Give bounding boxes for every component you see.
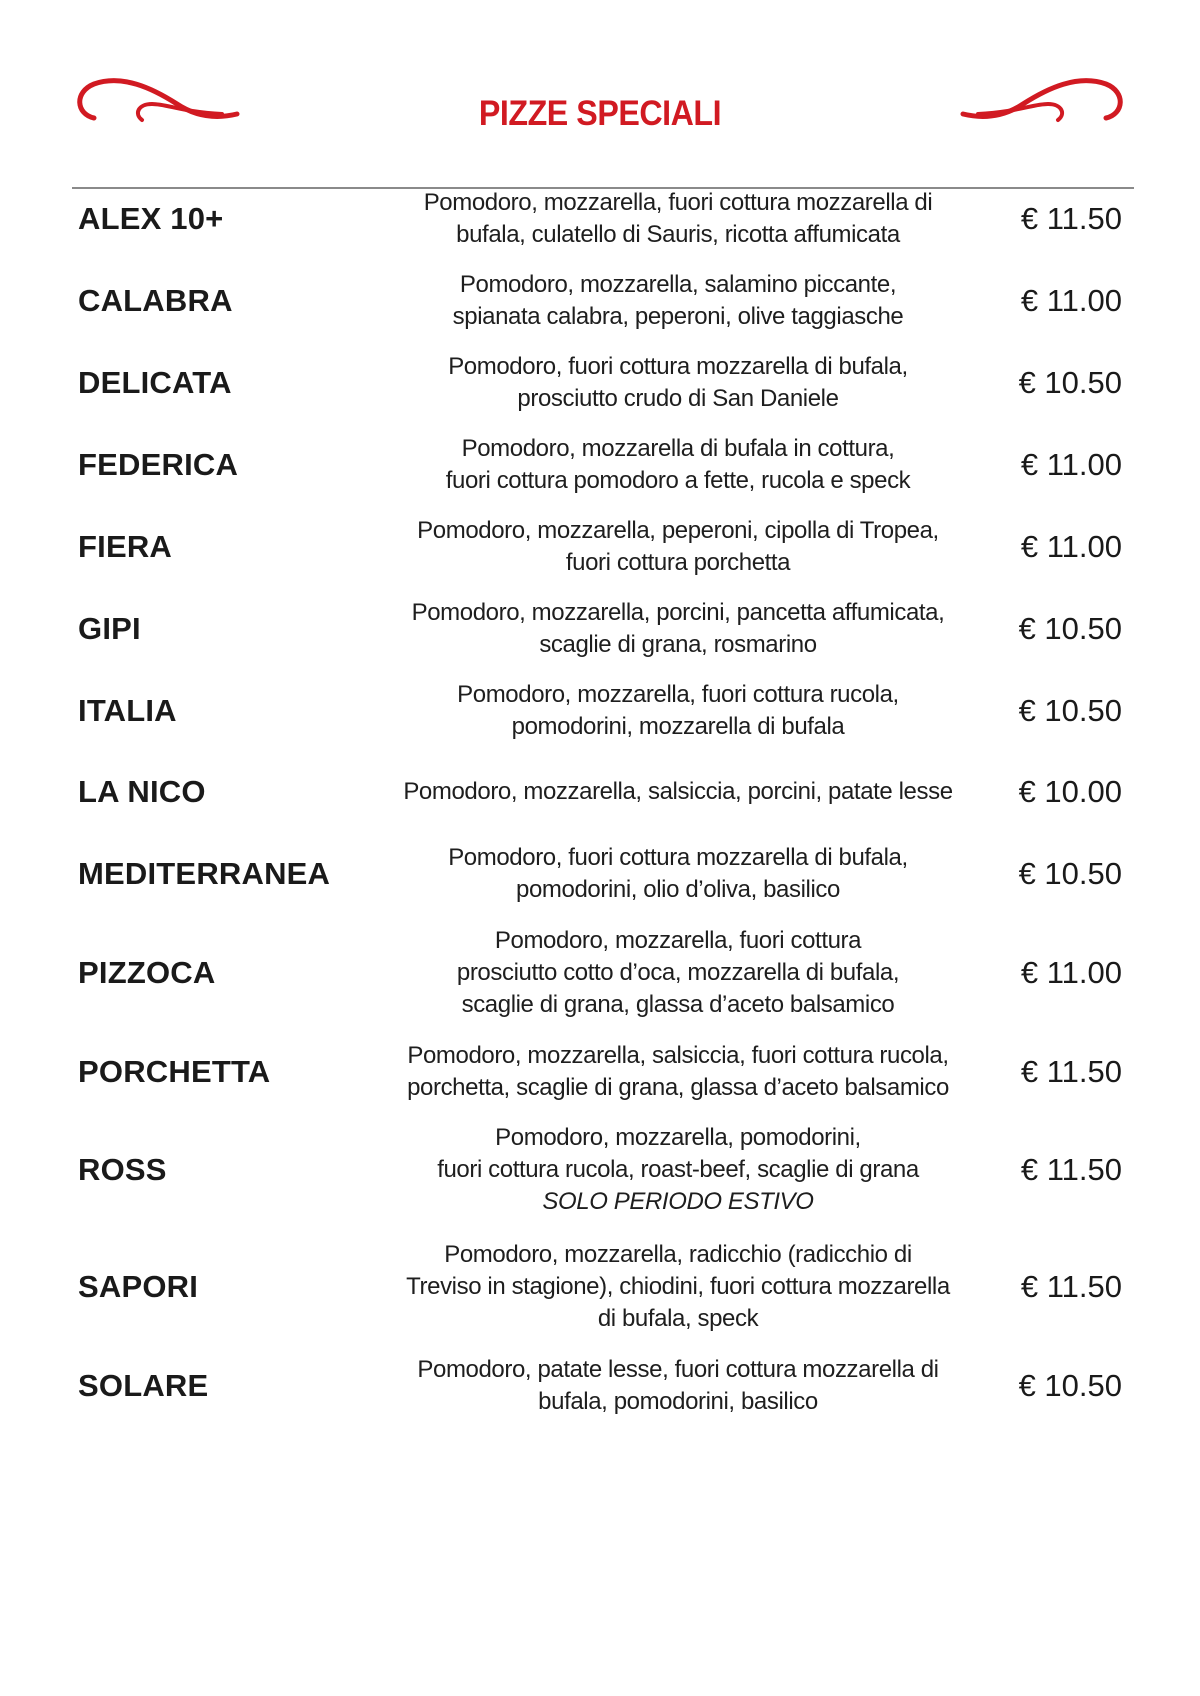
menu-item [72, 597, 1134, 661]
pizza-description [362, 925, 994, 1021]
pizza-name: SOLARE [78, 1368, 209, 1403]
pizza-description [362, 515, 994, 579]
description-line: bufala, pomodorini, basilico [538, 1388, 818, 1415]
menu-item [72, 842, 1134, 906]
description-line: prosciutto crudo di San Daniele [517, 385, 839, 412]
description-line: pomodorini, mozzarella di bufala [511, 713, 845, 740]
menu-item [72, 1040, 1134, 1104]
pizza-price: € 10.50 [1018, 365, 1122, 400]
description-line: fuori cottura pomodoro a fette, rucola e speck [445, 467, 911, 494]
pizza-description [362, 187, 994, 251]
pizza-name: GIPI [78, 611, 141, 646]
pizza-price: € 11.00 [1020, 447, 1122, 482]
menu-item [72, 269, 1134, 333]
pizza-description [362, 679, 994, 743]
menu-item [72, 1239, 1134, 1335]
pizza-description [362, 351, 994, 415]
description-line: spianata calabra, peperoni, olive taggiasche [452, 303, 904, 330]
pizza-description [362, 1122, 994, 1218]
pizza-price: € 10.00 [1018, 774, 1122, 809]
pizza-name: ROSS [78, 1152, 167, 1187]
pizza-price: € 11.00 [1020, 283, 1122, 318]
description-line: Pomodoro, mozzarella, radicchio (radicchio di [444, 1241, 912, 1268]
pizza-price: € 10.50 [1018, 693, 1122, 728]
seasonal-note: SOLO PERIODO ESTIVO [542, 1188, 814, 1215]
description-line: scaglie di grana, rosmarino [539, 631, 817, 658]
menu-item [72, 925, 1134, 1021]
pizza-name: DELICATA [78, 365, 232, 400]
pizza-price: € 11.50 [1020, 1152, 1122, 1187]
menu-item [72, 1122, 1134, 1218]
pizza-name: CALABRA [78, 283, 233, 318]
pizza-description [362, 1354, 994, 1418]
pizza-price: € 10.50 [1018, 856, 1122, 891]
description-line: Pomodoro, mozzarella, fuori cottura [494, 927, 862, 954]
description-line: bufala, culatello di Sauris, ricotta affumicata [456, 221, 900, 248]
pizza-name: MEDITERRANEA [78, 856, 331, 891]
pizza-name: FIERA [78, 529, 172, 564]
pizza-description [362, 433, 994, 497]
page-title: PIZZE SPECIALI [478, 94, 722, 133]
flourish-right-icon [958, 70, 1128, 130]
description-line: porchetta, scaglie di grana, glassa d’aceto balsamico [407, 1074, 949, 1101]
menu-item [72, 679, 1134, 743]
description-line: Pomodoro, mozzarella, fuori cottura rucola, [457, 681, 899, 708]
pizza-name: FEDERICA [78, 447, 239, 482]
pizza-description [362, 1239, 994, 1335]
description-line: prosciutto cotto d’oca, mozzarella di bufala, [456, 959, 900, 986]
description-line: Pomodoro, mozzarella di bufala in cottura, [461, 435, 895, 462]
pizza-price: € 11.50 [1020, 201, 1122, 236]
pizza-description [362, 597, 994, 661]
menu-item [72, 351, 1134, 415]
menu-item [72, 774, 1134, 810]
pizza-name: PIZZOCA [78, 955, 216, 990]
menu-item [72, 433, 1134, 497]
description-line: Pomodoro, fuori cottura mozzarella di bufala, [448, 353, 908, 380]
menu-item [72, 515, 1134, 579]
description-line: Pomodoro, fuori cottura mozzarella di bufala, [448, 844, 908, 871]
menu-item [72, 187, 1134, 251]
pizza-description [362, 776, 994, 808]
pizza-description [362, 269, 994, 333]
pizza-name: PORCHETTA [78, 1054, 271, 1089]
description-line: Pomodoro, mozzarella, peperoni, cipolla di Tropea, [417, 517, 939, 544]
pizza-name: SAPORI [78, 1269, 199, 1304]
menu-item [72, 1354, 1134, 1418]
pizza-name: ITALIA [78, 693, 177, 728]
pizza-description [362, 1040, 994, 1104]
description-line: pomodorini, olio d’oliva, basilico [516, 876, 840, 903]
description-line: Pomodoro, mozzarella, pomodorini, [495, 1124, 861, 1151]
description-line: Pomodoro, patate lesse, fuori cottura mozzarella di [417, 1356, 939, 1383]
description-line: Pomodoro, mozzarella, salsiccia, porcini, patate lesse [403, 778, 953, 805]
pizza-name: LA NICO [78, 774, 206, 809]
description-line: Treviso in stagione), chiodini, fuori cottura mozzarella [406, 1273, 950, 1300]
description-line: Pomodoro, mozzarella, fuori cottura mozzarella di [423, 189, 933, 216]
pizza-price: € 10.50 [1018, 611, 1122, 646]
description-line: fuori cottura rucola, roast-beef, scaglie di grana [437, 1156, 919, 1183]
description-line: fuori cottura porchetta [565, 549, 791, 576]
pizza-description [362, 842, 994, 906]
pizza-price: € 11.00 [1020, 955, 1122, 990]
pizza-price: € 10.50 [1018, 1368, 1122, 1403]
pizza-price: € 11.50 [1020, 1269, 1122, 1304]
description-line: di bufala, speck [597, 1305, 759, 1332]
description-line: scaglie di grana, glassa d’aceto balsamico [461, 991, 895, 1018]
description-line: Pomodoro, mozzarella, salamino piccante, [459, 271, 897, 298]
pizza-name: ALEX 10+ [78, 201, 224, 236]
description-line: Pomodoro, mozzarella, salsiccia, fuori cottura rucola, [407, 1042, 949, 1069]
pizza-price: € 11.00 [1020, 529, 1122, 564]
pizza-price: € 11.50 [1020, 1054, 1122, 1089]
description-line: Pomodoro, mozzarella, porcini, pancetta affumicata, [411, 599, 945, 626]
